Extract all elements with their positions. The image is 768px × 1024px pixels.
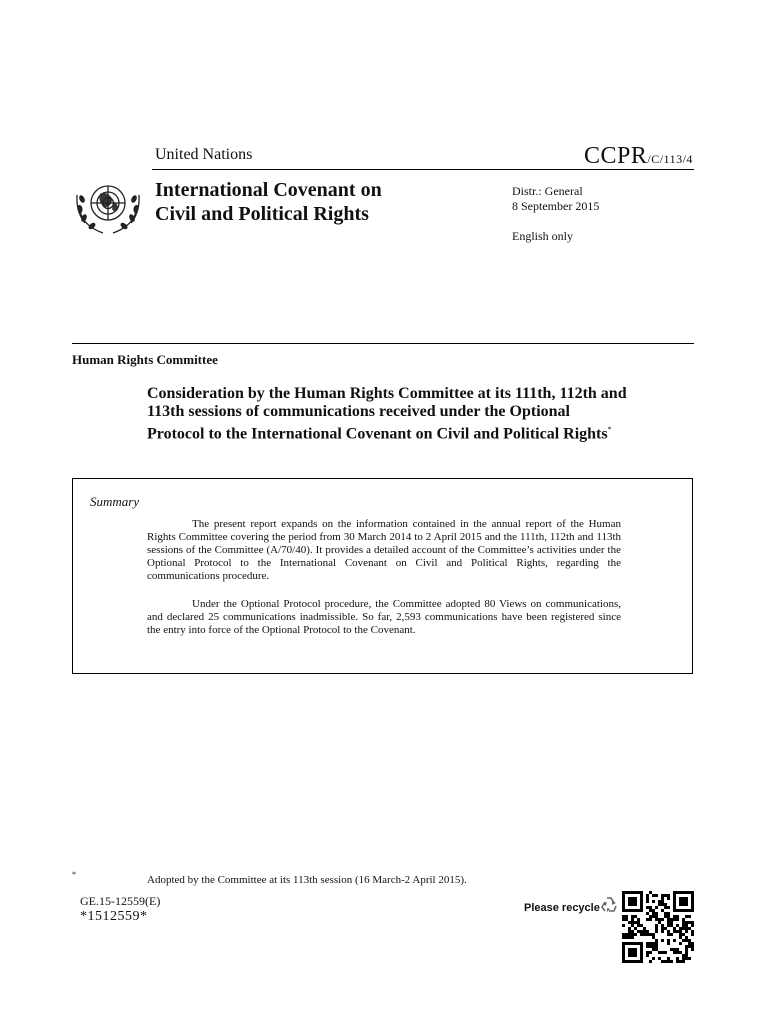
qr-code — [622, 891, 694, 963]
organization-name: United Nations — [155, 146, 253, 163]
distribution-info — [512, 184, 599, 214]
symbol-sub: /C/113/4 — [647, 152, 693, 166]
summary-paragraph: The present report expands on the information contained in the annual report of the Human Rights Committee covering the period from 30 March 2014 to 2 April 2015 and the 111th, 112th and 113th sessions of the Committee (A/70/40). It provides a detailed account of the Committee’s activities under the Optional Protocol to the International Covenant on Civil and Political Rights, regarding the communications procedure. — [147, 518, 621, 582]
header-rule — [152, 169, 694, 170]
barcode-text: *1512559* — [80, 909, 148, 924]
committee-name: Human Rights Committee — [72, 352, 218, 367]
summary-heading: Summary — [90, 494, 140, 509]
covenant-title-line2: Civil and Political Rights — [155, 203, 369, 225]
title-footnote-mark: * — [607, 425, 612, 434]
section-rule — [72, 343, 694, 344]
covenant-title — [155, 178, 382, 226]
summary-paragraph: Under the Optional Protocol procedure, the Committee adopted 80 Views on communications, and declared 25 communications inadmissible. So far, 2,593 communications have been registered since the entry into force of the Optional Protocol to the Covenant. — [147, 598, 621, 636]
footnote-mark: * — [72, 870, 76, 879]
recycle-icon — [598, 894, 620, 916]
document-title — [147, 385, 627, 443]
recycle-label: Please recycle — [524, 902, 600, 914]
un-emblem-icon — [72, 178, 144, 238]
distribution: Distr.: General — [512, 184, 583, 198]
document-symbol — [584, 143, 693, 170]
job-number: GE.15-12559(E) — [80, 894, 161, 908]
document-date: 8 September 2015 — [512, 199, 600, 213]
footnote-text: Adopted by the Committee at its 113th session (16 March-2 April 2015). — [147, 874, 467, 886]
covenant-title-line1: International Covenant on — [155, 179, 382, 201]
symbol-main: CCPR — [584, 143, 648, 169]
language-note: English only — [512, 229, 574, 243]
document-title-text: Consideration by the Human Rights Committee at its 111th, 112th and 113th sessions of communications received under the Optional Protocol to the International Covenant on Civil and Political Rights — [147, 385, 627, 443]
